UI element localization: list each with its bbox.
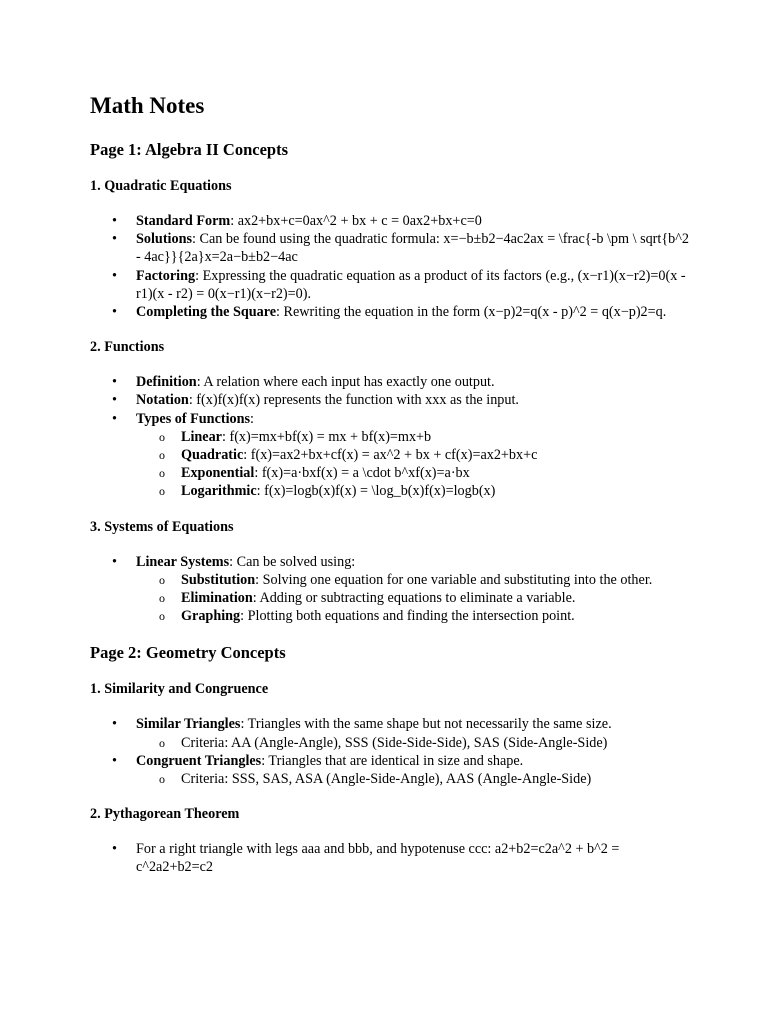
page1-heading: Page 1: Algebra II Concepts — [90, 140, 288, 159]
quadratic-equations-list — [90, 212, 690, 321]
sublist-item: o Criteria: AA (Angle-Angle), SSS (Side-Side-Side), SAS (Side-Angle-Side) — [136, 734, 690, 752]
term-exponential: Exponential — [181, 465, 255, 482]
similar-criteria-sublist — [136, 734, 690, 752]
term-similar-triangles: Similar Triangles — [136, 716, 241, 733]
list-item — [90, 391, 690, 409]
term-graphing: Graphing — [181, 608, 241, 625]
sublist-item — [136, 607, 690, 625]
item-text: : Plotting both equations and finding the intersection point. — [240, 608, 575, 625]
item-text: : Triangles with the same shape but not necessarily the same size. — [240, 716, 612, 733]
term-notation: Notation — [136, 392, 189, 409]
item-text: : f(x)=ax2+bx+cf(x) = ax^2 + bx + cf(x)=ax2+bx+c — [243, 447, 538, 464]
item-text: : f(x)=logb(x)f(x) = \log_b(x)f(x)=logb(x) — [256, 483, 496, 500]
item-text: : Expressing the quadratic equation as a product of its factors (e.g., (x−r1)(x−r2)=0(x - r1)(x - r2) = 0(x−r1)(x−r2)=0). — [136, 267, 686, 302]
term-congruent-triangles: Congruent Triangles — [136, 752, 262, 769]
list-item — [90, 267, 690, 303]
term-standard-form: Standard Form — [136, 213, 231, 229]
sublist-item: o Criteria: SSS, SAS, ASA (Angle-Side-Angle), AAS (Angle-Angle-Side) — [136, 770, 690, 788]
sublist-item — [136, 464, 690, 482]
term-linear-systems: Linear Systems — [136, 553, 230, 570]
systems-list — [90, 553, 690, 626]
list-item: • For a right triangle with legs aaa and bbb, and hypotenuse ccc: a2+b2=c2a^2 + b^2 = c^2a2+b2=c2 — [90, 840, 690, 876]
term-definition: Definition — [136, 374, 197, 391]
list-item — [90, 553, 690, 626]
sublist-item — [136, 446, 690, 464]
item-text: : Solving one equation for one variable and substituting into the other. — [255, 571, 653, 588]
item-text: : f(x)=a·bxf(x) = a \cdot b^xf(x)=a·bx — [254, 465, 470, 482]
term-logarithmic: Logarithmic — [181, 483, 257, 500]
sublist-item — [136, 428, 690, 446]
list-item — [90, 230, 690, 266]
term-linear: Linear — [181, 428, 222, 445]
term-substitution: Substitution — [181, 571, 256, 588]
functions-heading: 2. Functions — [90, 339, 165, 356]
list-item — [90, 752, 690, 788]
list-item — [90, 715, 690, 751]
item-text: : Adding or subtracting equations to eliminate a variable. — [252, 590, 576, 607]
methods-sublist — [136, 571, 690, 626]
document-body — [90, 92, 690, 877]
congruent-criteria-sublist — [136, 770, 690, 788]
term-solutions: Solutions — [136, 231, 192, 248]
similarity-list — [90, 715, 690, 788]
list-item — [90, 410, 690, 501]
item-text: : ax2+bx+c=0ax^2 + bx + c = 0ax2+bx+c=0 — [230, 213, 482, 229]
similarity-congruence-heading: 1. Similarity and Congruence — [90, 681, 269, 698]
list-item — [90, 212, 690, 230]
sublist-item — [136, 482, 690, 500]
sublist-item — [136, 571, 690, 589]
term-elimination: Elimination — [181, 590, 253, 607]
pythagorean-theorem-heading: 2. Pythagorean Theorem — [90, 806, 240, 823]
pythagorean-list — [90, 840, 690, 876]
item-text: : Triangles that are identical in size and shape. — [261, 752, 524, 769]
function-types-sublist — [136, 428, 690, 501]
item-text: : A relation where each input has exactly one output. — [196, 374, 495, 391]
item-text: : f(x)=mx+bf(x) = mx + bf(x)=mx+b — [221, 428, 432, 445]
page2-heading: Page 2: Geometry Concepts — [90, 643, 286, 663]
item-text: : Can be found using the quadratic formula: x=−b±b2−4ac2ax = \frac{-b \pm \ sqrt{b^2 - 4ac}}{2a}x=2a−b±b2−4ac — [136, 231, 690, 266]
item-text: : Rewriting the equation in the form (x−p)2=q(x - p)^2 = q(x−p)2=q. — [276, 304, 667, 321]
item-text: : — [250, 410, 254, 427]
functions-list — [90, 373, 690, 500]
document-title: Math Notes — [90, 93, 205, 118]
quadratic-equations-heading: 1. Quadratic Equations — [90, 178, 232, 194]
term-types-of-functions: Types of Functions — [136, 410, 251, 427]
term-factoring: Factoring — [136, 267, 196, 284]
systems-of-equations-heading: 3. Systems of Equations — [90, 518, 234, 535]
list-item — [90, 373, 690, 391]
list-item — [90, 303, 690, 321]
term-quadratic: Quadratic — [181, 447, 244, 464]
item-text: : f(x)f(x)f(x) represents the function with xxx as the input. — [188, 392, 519, 409]
term-completing-square: Completing the Square — [136, 304, 277, 321]
sublist-item — [136, 589, 690, 607]
item-text: : Can be solved using: — [229, 553, 356, 570]
